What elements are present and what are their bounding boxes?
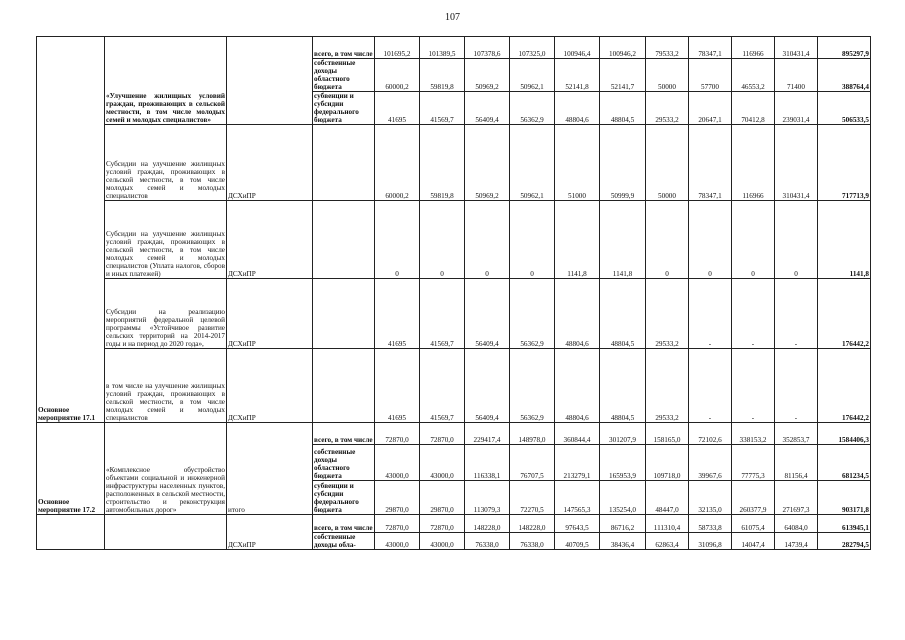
executor-cell: ДСХиПР [227,349,313,423]
value-cell: 70412,8 [732,92,775,125]
value-cell: 79533,2 [646,37,689,59]
value-cell: 48804,6 [555,349,600,423]
value-cell: 50000 [646,125,689,201]
value-cell: 59819,8 [420,59,465,92]
executor-cell [227,37,313,125]
value-cell: 48804,6 [555,92,600,125]
executor-cell: ДСХиПР [227,515,313,550]
value-cell: 107378,6 [465,37,510,59]
value-cell: 101695,2 [375,37,420,59]
page-number: 107 [445,12,460,23]
total-cell: 506533,5 [818,92,871,125]
value-cell: 41695 [375,349,420,423]
name-cell: Субсидии на улучшение жилищных условий граждан, проживающих в сельской местности, в том числе молодых семей и молодых специалистов [105,125,227,201]
value-cell: 41695 [375,92,420,125]
total-cell: 1584406,3 [818,423,871,445]
total-cell: 903171,8 [818,481,871,515]
total-cell: 282794,5 [818,533,871,550]
value-cell: 50962,1 [510,59,555,92]
value-cell: 56409,4 [465,279,510,349]
source-cell: всего, в том числе [313,423,375,445]
value-cell: 41695 [375,279,420,349]
value-cell: 100946,2 [600,37,646,59]
table-row [37,349,871,423]
value-cell: 51000 [555,125,600,201]
value-cell: 29870,0 [420,481,465,515]
value-cell: 97643,5 [555,515,600,533]
value-cell: - [775,279,818,349]
measure-cell: Основное мероприятие 17.2 [37,423,105,515]
name-cell [105,515,227,550]
value-cell: - [775,349,818,423]
value-cell: 111310,4 [646,515,689,533]
value-cell: 50999,9 [600,125,646,201]
total-cell: 681234,5 [818,445,871,481]
value-cell: - [689,279,732,349]
value-cell: 76338,0 [465,533,510,550]
value-cell: 41569,7 [420,349,465,423]
total-cell: 176442,2 [818,349,871,423]
source-cell: всего, в том числе [313,515,375,533]
value-cell: 43000,0 [375,533,420,550]
value-cell: 0 [732,201,775,279]
value-cell: 107325,0 [510,37,555,59]
table-row [37,279,871,349]
executor-cell: итого [227,423,313,515]
value-cell: 352853,7 [775,423,818,445]
total-cell: 176442,2 [818,279,871,349]
budget-table [36,36,871,550]
value-cell: 100946,4 [555,37,600,59]
table-row [37,125,871,201]
source-cell [313,201,375,279]
value-cell: 38436,4 [600,533,646,550]
value-cell: 86716,2 [600,515,646,533]
value-cell: 41569,7 [420,92,465,125]
name-cell: Субсидии на реализацию мероприятий федеральной целевой программы «Устойчивое развитие сельских территорий на 2014-2017 годы и на период до 2020 года», [105,279,227,349]
value-cell: 41569,7 [420,279,465,349]
value-cell: 60000,2 [375,59,420,92]
value-cell: 310431,4 [775,37,818,59]
value-cell: 135254,0 [600,481,646,515]
value-cell: 338153,2 [732,423,775,445]
source-cell: собственные доходы обла- [313,533,375,550]
value-cell: 48804,6 [555,279,600,349]
value-cell: 64084,0 [775,515,818,533]
value-cell: 72102,6 [689,423,732,445]
value-cell: 48447,0 [646,481,689,515]
value-cell: 76707,5 [510,445,555,481]
value-cell: 0 [375,201,420,279]
value-cell: 43000,0 [375,445,420,481]
table-row [37,201,871,279]
source-cell: субвенции и субсидии федерального бюджета [313,481,375,515]
value-cell: 0 [510,201,555,279]
value-cell: 1141,8 [555,201,600,279]
value-cell: 239031,4 [775,92,818,125]
value-cell: 71400 [775,59,818,92]
value-cell: 43000,0 [420,445,465,481]
value-cell: 29533,2 [646,349,689,423]
value-cell: 72270,5 [510,481,555,515]
value-cell: 229417,4 [465,423,510,445]
value-cell: 14739,4 [775,533,818,550]
table-row [37,423,871,445]
name-cell: в том числе на улучшение жилищных условий граждан, проживающих в сельской местности, в том числе молодых семей и молодых специалистов [105,349,227,423]
value-cell: 14047,4 [732,533,775,550]
value-cell: 59819,8 [420,125,465,201]
value-cell: 62863,4 [646,533,689,550]
value-cell: 116966 [732,125,775,201]
value-cell: 43000,0 [420,533,465,550]
value-cell: 271697,3 [775,481,818,515]
value-cell: 109718,0 [646,445,689,481]
value-cell: 56362,9 [510,92,555,125]
value-cell: 147565,3 [555,481,600,515]
source-cell [313,279,375,349]
source-cell [313,349,375,423]
executor-cell: ДСХиПР [227,201,313,279]
value-cell: 52141,7 [600,59,646,92]
table-row [37,37,871,59]
value-cell: 32135,0 [689,481,732,515]
value-cell: - [732,279,775,349]
value-cell: 260377,9 [732,481,775,515]
value-cell: 165953,9 [600,445,646,481]
value-cell: 158165,0 [646,423,689,445]
value-cell: 116966 [732,37,775,59]
name-cell: «Улучшение жилищных условий граждан, проживающих в сельской местности, в том числе молодых семей и молодых специалистов» [105,37,227,125]
value-cell: 48804,5 [600,349,646,423]
value-cell: 46553,2 [732,59,775,92]
value-cell: 56409,4 [465,92,510,125]
value-cell: 148228,0 [465,515,510,533]
value-cell: 78347,1 [689,125,732,201]
value-cell: 31096,8 [689,533,732,550]
value-cell: 56409,4 [465,349,510,423]
value-cell: 48804,5 [600,279,646,349]
value-cell: 58733,8 [689,515,732,533]
name-cell: «Комплексное обустройство объектами социальной и инженерной инфраструктуры населенных пунктов, расположенных в сельской местности, строительство и реконструкция автомобильных дорог» [105,423,227,515]
value-cell: 72870,0 [375,515,420,533]
total-cell: 388764,4 [818,59,871,92]
value-cell: - [732,349,775,423]
value-cell: 60000,2 [375,125,420,201]
value-cell: 29533,2 [646,92,689,125]
value-cell: 40709,5 [555,533,600,550]
total-cell: 1141,8 [818,201,871,279]
value-cell: 29533,2 [646,279,689,349]
value-cell: 50969,2 [465,125,510,201]
measure-cell [37,515,105,550]
value-cell: 148228,0 [510,515,555,533]
value-cell: 81156,4 [775,445,818,481]
value-cell: 52141,8 [555,59,600,92]
value-cell: 0 [689,201,732,279]
total-cell: 717713,9 [818,125,871,201]
value-cell: 39967,6 [689,445,732,481]
value-cell: 56362,9 [510,349,555,423]
value-cell: - [689,349,732,423]
value-cell: 50962,1 [510,125,555,201]
value-cell: 213279,1 [555,445,600,481]
value-cell: 0 [646,201,689,279]
value-cell: 50000 [646,59,689,92]
source-cell: собственные доходы областного бюджета [313,59,375,92]
value-cell: 0 [775,201,818,279]
value-cell: 148978,0 [510,423,555,445]
source-cell [313,125,375,201]
measure-cell: Основное мероприятие 17.1 [37,37,105,423]
value-cell: 76338,0 [510,533,555,550]
value-cell: 57700 [689,59,732,92]
value-cell: 72870,0 [420,515,465,533]
executor-cell: ДСХиПР [227,125,313,201]
value-cell: 50969,2 [465,59,510,92]
value-cell: 360844,4 [555,423,600,445]
value-cell: 310431,4 [775,125,818,201]
value-cell: 56362,9 [510,279,555,349]
value-cell: 0 [465,201,510,279]
value-cell: 29870,0 [375,481,420,515]
source-cell: субвенции и субсидии федерального бюджета [313,92,375,125]
value-cell: 48804,5 [600,92,646,125]
value-cell: 72870,0 [375,423,420,445]
value-cell: 61075,4 [732,515,775,533]
source-cell: всего, в том числе [313,37,375,59]
source-cell: собственные доходы областного бюджета [313,445,375,481]
value-cell: 101389,5 [420,37,465,59]
value-cell: 113079,3 [465,481,510,515]
value-cell: 20647,1 [689,92,732,125]
value-cell: 77775,3 [732,445,775,481]
value-cell: 116338,1 [465,445,510,481]
value-cell: 0 [420,201,465,279]
value-cell: 1141,8 [600,201,646,279]
name-cell: Субсидии на улучшение жилищных условий граждан, проживающих в сельской местности, в том числе молодых семей и молодых специалистов (Уплата налогов, сборов и иных платежей) [105,201,227,279]
value-cell: 72870,0 [420,423,465,445]
value-cell: 301207,9 [600,423,646,445]
table-row [37,515,871,533]
executor-cell: ДСХиПР [227,279,313,349]
value-cell: 78347,1 [689,37,732,59]
total-cell: 613945,1 [818,515,871,533]
total-cell: 895297,9 [818,37,871,59]
